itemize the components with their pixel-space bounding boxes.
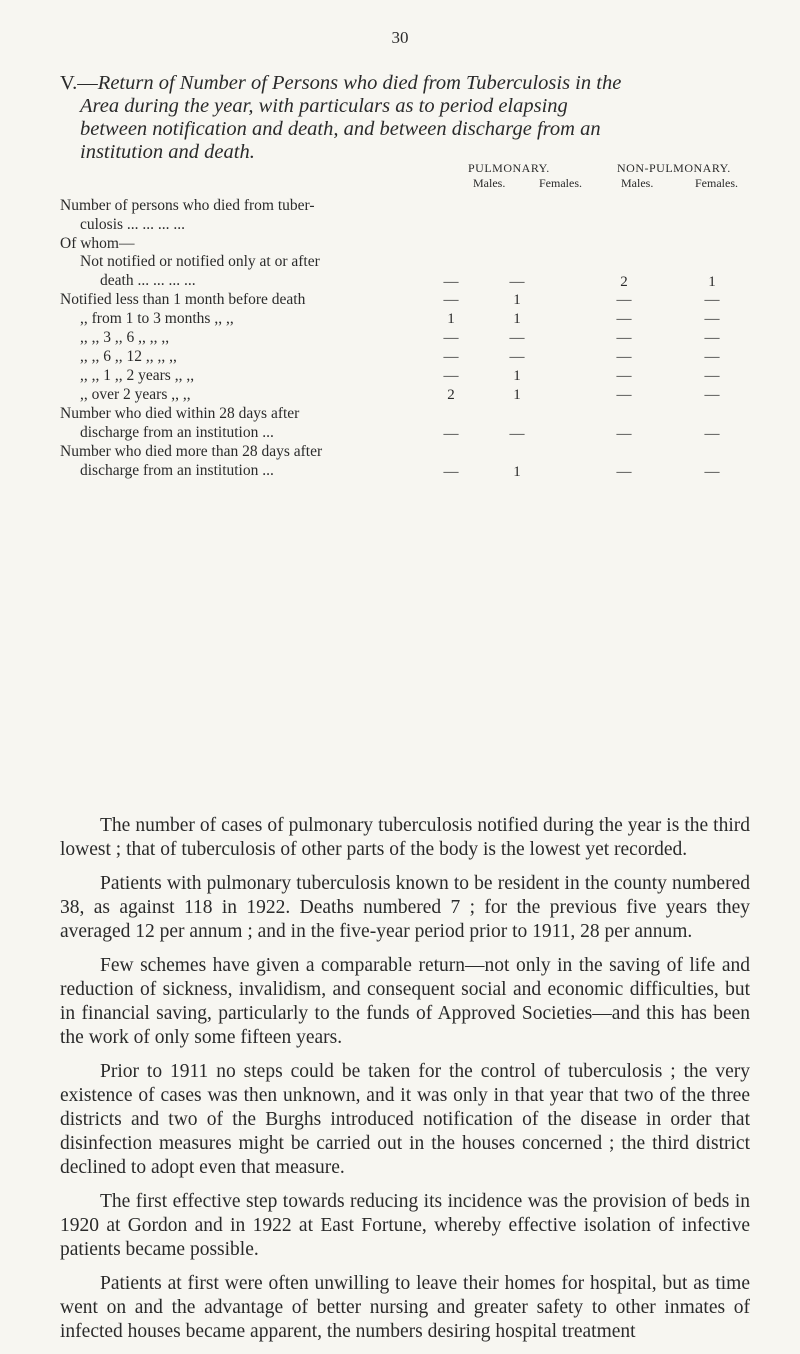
table-cell: —	[443, 274, 459, 290]
table-cell: —	[443, 426, 459, 442]
table-cell: —	[616, 368, 632, 384]
table-cell: —	[616, 426, 632, 442]
row-label-6: ,, ,, 6 ,, 12 ,, ,, ,,	[80, 348, 177, 365]
paragraph: The first effective step towards reducing its incidence was the provision of beds in 1920 at Gordon and in 1922 at East Fortune, whereby effective isolation of infective patients became possible.	[60, 1191, 750, 1260]
table-cell: —	[704, 349, 720, 365]
row-label-10: Number who died more than 28 days after	[60, 443, 323, 460]
table-cell: —	[704, 387, 720, 403]
paragraph: Few schemes have given a comparable return—not only in the saving of life and reduction of sickness, invalidism, and consequent social and economic difficulties, but in financial saving, particularly to the funds of Approved Societies—and this has been the work of only some fifteen years.	[60, 955, 750, 1048]
row-label-0: Number of persons who died from tuber-	[60, 197, 315, 214]
table-cell: —	[704, 292, 720, 308]
table-cell: —	[443, 292, 459, 308]
table-cell: 1	[447, 311, 455, 327]
non-pulmonary-header: NON-PULMONARY.	[617, 161, 731, 175]
table-cell: —	[616, 387, 632, 403]
row-label-cont-0: culosis ... ... ... ...	[80, 216, 186, 233]
row-label-4: ,, from 1 to 3 months ,, ,,	[80, 310, 234, 327]
row-label-9: Number who died within 28 days after	[60, 405, 300, 422]
row-label-cont-10: discharge from an institution ...	[80, 462, 274, 479]
row-label-cont-9: discharge from an institution ...	[80, 424, 274, 441]
table-cell: —	[616, 311, 632, 327]
paragraph: The number of cases of pulmonary tuberculosis notified during the year is the third lowest ; that of tuberculosis of other parts of the body is the lowest yet recorded.	[60, 815, 750, 860]
table-cell: —	[509, 349, 525, 365]
page-number: 30	[391, 28, 409, 47]
heading-line-3: between notification and death, and between discharge from an	[80, 118, 601, 140]
table-cell: 1	[513, 292, 521, 308]
sub-header-2: Males.	[621, 176, 654, 190]
table-cell: 1	[513, 368, 521, 384]
table-cell: —	[509, 426, 525, 442]
table-cell: —	[704, 330, 720, 346]
row-label-1: Of whom—	[60, 235, 135, 252]
table-cell: 1	[708, 274, 716, 290]
table-cell: —	[704, 311, 720, 327]
sub-header-3: Females.	[695, 176, 738, 190]
table-cell: —	[443, 368, 459, 384]
sub-header-0: Males.	[473, 176, 506, 190]
table-cell: —	[443, 349, 459, 365]
paragraph: Patients with pulmonary tuberculosis known to be resident in the county numbered 38, as against 118 in 1922. Deaths numbered 7 ; for the previous five years they averaged 12 per annum ; and in the five-year period prior to 1911, 28 per annum.	[60, 873, 750, 942]
table-cell: 2	[620, 274, 628, 290]
pulmonary-header: PULMONARY.	[468, 161, 550, 175]
table-cell: 1	[513, 464, 521, 480]
table-cell: 1	[513, 311, 521, 327]
row-label-7: ,, ,, 1 ,, 2 years ,, ,,	[80, 367, 195, 384]
heading-line-4: institution and death.	[80, 141, 255, 163]
prose-body	[60, 814, 750, 1354]
row-label-2: Not notified or notified only at or after	[80, 253, 320, 270]
table-cell: —	[704, 464, 720, 480]
table-cell: —	[509, 274, 525, 290]
row-label-3: Notified less than 1 month before death	[60, 291, 306, 308]
table-cell: —	[704, 368, 720, 384]
table-cell: 1	[513, 387, 521, 403]
paragraph: Patients at first were often unwilling to leave their homes for hospital, but as time went on and the advantage of better nursing and greater safety to other inmates of infected houses became apparent, the numbers desiring hospital treatment	[60, 1273, 750, 1342]
table-cell: —	[616, 349, 632, 365]
table-cell: —	[616, 330, 632, 346]
heading-prefix: V.—	[60, 72, 98, 94]
row-label-8: ,, over 2 years ,, ,,	[80, 386, 191, 403]
heading-line-1: Return of Number of Persons who died from Tuberculosis in the	[97, 72, 622, 94]
table-cell: —	[443, 464, 459, 480]
section-heading	[60, 72, 770, 164]
table-cell: —	[704, 426, 720, 442]
table-cell: 2	[447, 387, 455, 403]
row-label-5: ,, ,, 3 ,, 6 ,, ,, ,,	[80, 329, 170, 346]
paragraph: Prior to 1911 no steps could be taken for the control of tuberculosis ; the very existence of cases was then unknown, and it was only in that year that two of the three districts and two of the Burghs introduced notification of the disease in order that disinfection measures might be carried out in the houses concerned ; the third district declined to adopt even that measure.	[60, 1061, 750, 1178]
table-cell: —	[616, 464, 632, 480]
table-cell: —	[509, 330, 525, 346]
table-cell: —	[616, 292, 632, 308]
table-cell: —	[443, 330, 459, 346]
heading-line-2: Area during the year, with particulars as to period elapsing	[80, 95, 568, 117]
row-label-cont-2: death ... ... ... ...	[100, 272, 196, 289]
sub-header-1: Females.	[539, 176, 582, 190]
